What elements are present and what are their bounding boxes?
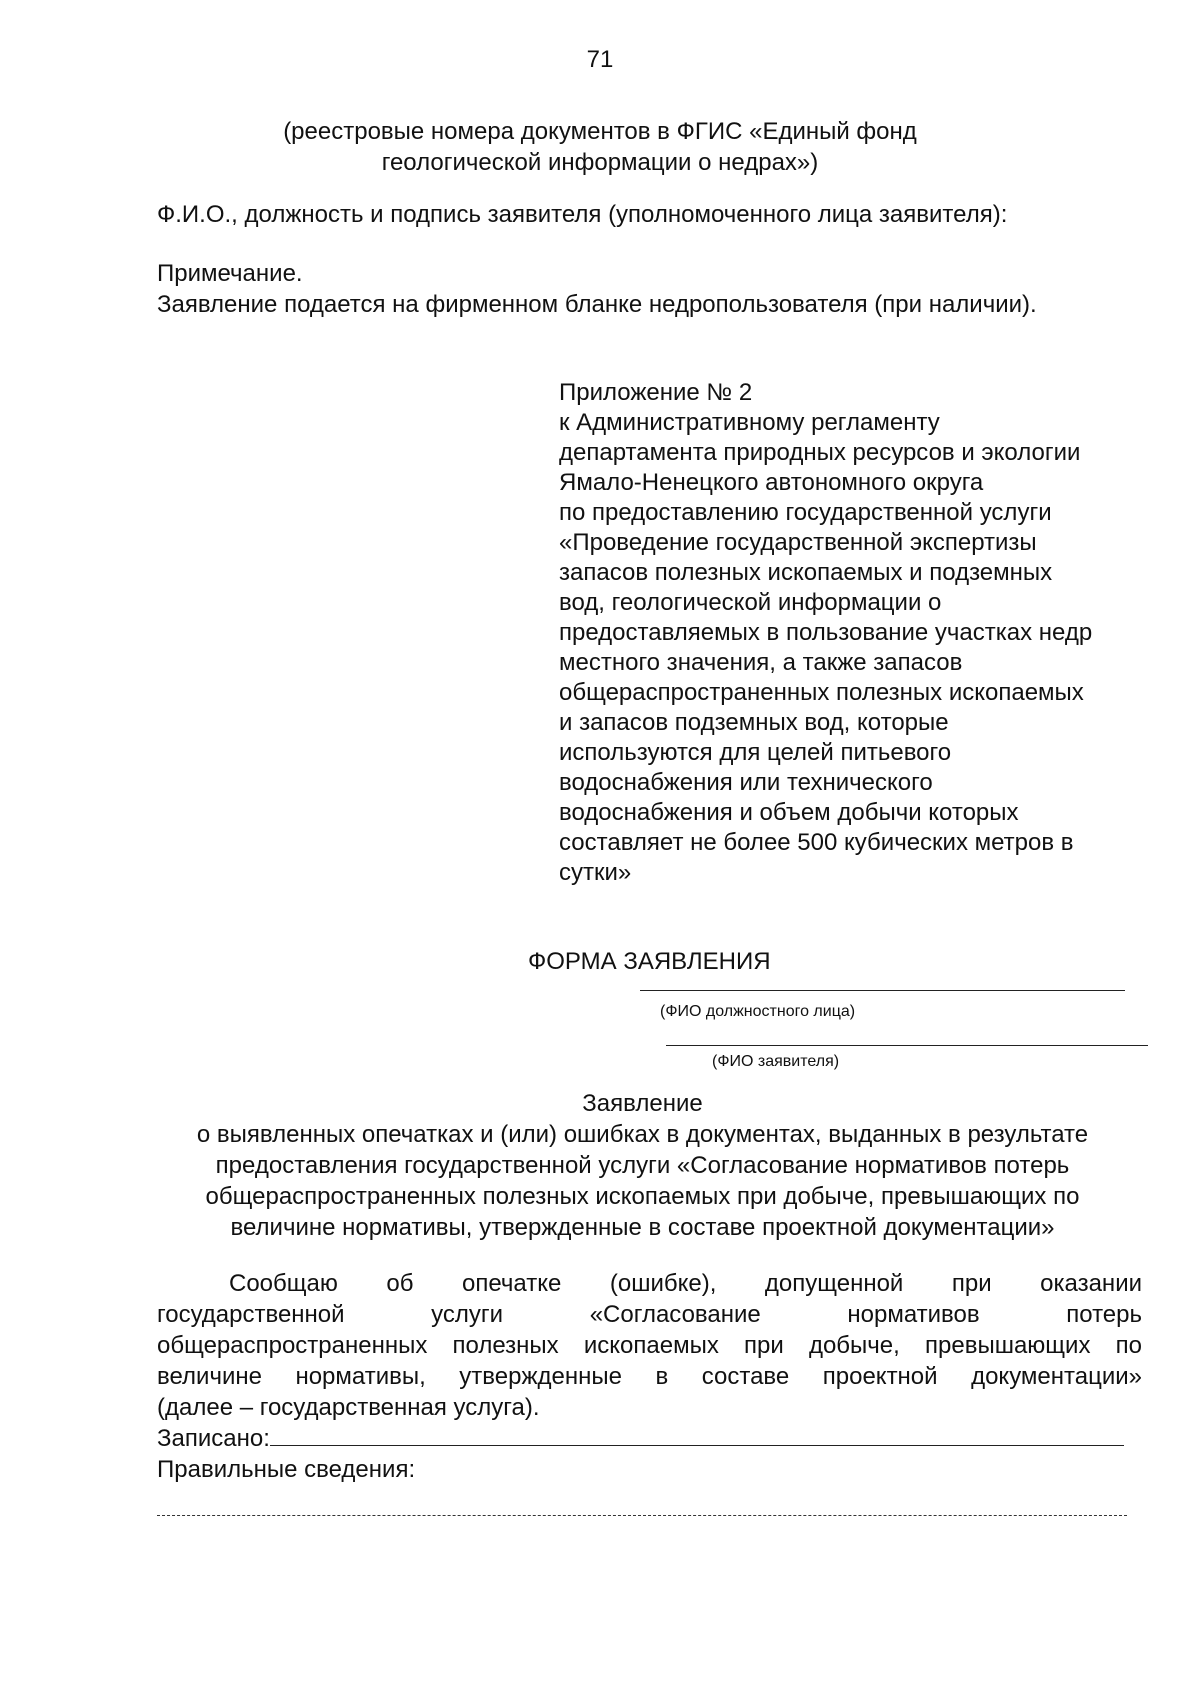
registry-note-line: геологической информации о недрах») <box>381 149 819 176</box>
official-name-line <box>640 990 1125 991</box>
appendix-line: водоснабжения или технического <box>559 769 933 796</box>
appendix-line: по предоставлению государственной услуги <box>559 499 1052 526</box>
application-body <box>157 1268 1142 1485</box>
note-block <box>157 258 1037 320</box>
written-input-line[interactable] <box>270 1425 1124 1446</box>
application-title: Заявление <box>582 1090 703 1117</box>
appendix-line: запасов полезных ископаемых и подземных <box>559 559 1053 586</box>
appendix-line: и запасов подземных вод, которые <box>559 709 949 736</box>
applicant-name-label: (ФИО заявителя) <box>712 1053 840 1070</box>
page-number: 71 <box>586 46 614 73</box>
applicant-name-line <box>666 1045 1148 1046</box>
form-title: ФОРМА ЗАЯВЛЕНИЯ <box>528 948 771 975</box>
body-line: (далее – государственная услуга). <box>157 1394 540 1421</box>
official-name-label: (ФИО должностного лица) <box>660 1003 856 1020</box>
body-line: Сообщаю об опечатке (ошибке), допущенной при оказании <box>229 1270 1142 1297</box>
body-line: величине нормативы, утвержденные в составе проектной документации» <box>157 1363 1142 1390</box>
body-line: общераспространенных полезных ископаемых при добыче, превышающих по <box>157 1332 1142 1359</box>
correct-input-line[interactable] <box>157 1515 1127 1516</box>
application-subtitle-line: о выявленных опечатках и (или) ошибках в документах, выданных в результате <box>196 1121 1089 1148</box>
appendix-line: вод, геологической информации о <box>559 589 942 616</box>
appendix-line: Приложение № 2 <box>559 379 753 406</box>
correct-label: Правильные сведения: <box>157 1456 416 1483</box>
appendix-line: сутки» <box>559 859 632 886</box>
registry-note <box>150 116 1050 178</box>
application-subtitle-line: общераспространенных полезных ископаемых при добыче, превышающих по <box>205 1183 1080 1210</box>
signatory-line: Ф.И.О., должность и подпись заявителя (уполномоченного лица заявителя): <box>157 201 1008 228</box>
note-text: Заявление подается на фирменном бланке недропользователя (при наличии). <box>157 291 1037 318</box>
application-subtitle-line: величине нормативы, утвержденные в составе проектной документации» <box>230 1214 1055 1241</box>
appendix-line: общераспространенных полезных ископаемых <box>559 679 1084 706</box>
body-line: государственной услуги «Согласование нормативов потерь <box>157 1301 1142 1328</box>
appendix-line: местного значения, а также запасов <box>559 649 963 676</box>
appendix-line: «Проведение государственной экспертизы <box>559 529 1037 556</box>
appendix-line: Ямало-Ненецкого автономного округа <box>559 469 984 496</box>
application-subtitle-line: предоставления государственной услуги «Согласование нормативов потерь <box>215 1152 1070 1179</box>
appendix-line: составляет не более 500 кубических метров в <box>559 829 1074 856</box>
appendix-line: используются для целей питьевого <box>559 739 952 766</box>
registry-note-line: (реестровые номера документов в ФГИС «Единый фонд <box>283 118 917 145</box>
appendix-line: водоснабжения и объем добычи которых <box>559 799 1019 826</box>
written-row <box>157 1423 1142 1454</box>
application-heading <box>150 1088 1135 1243</box>
appendix-line: департамента природных ресурсов и экологии <box>559 439 1081 466</box>
note-title: Примечание. <box>157 260 303 287</box>
appendix-line: к Административному регламенту <box>559 409 940 436</box>
appendix-line: предоставляемых в пользование участках недр <box>559 619 1093 646</box>
appendix-block <box>559 378 1159 888</box>
written-label: Записано: <box>157 1425 270 1452</box>
